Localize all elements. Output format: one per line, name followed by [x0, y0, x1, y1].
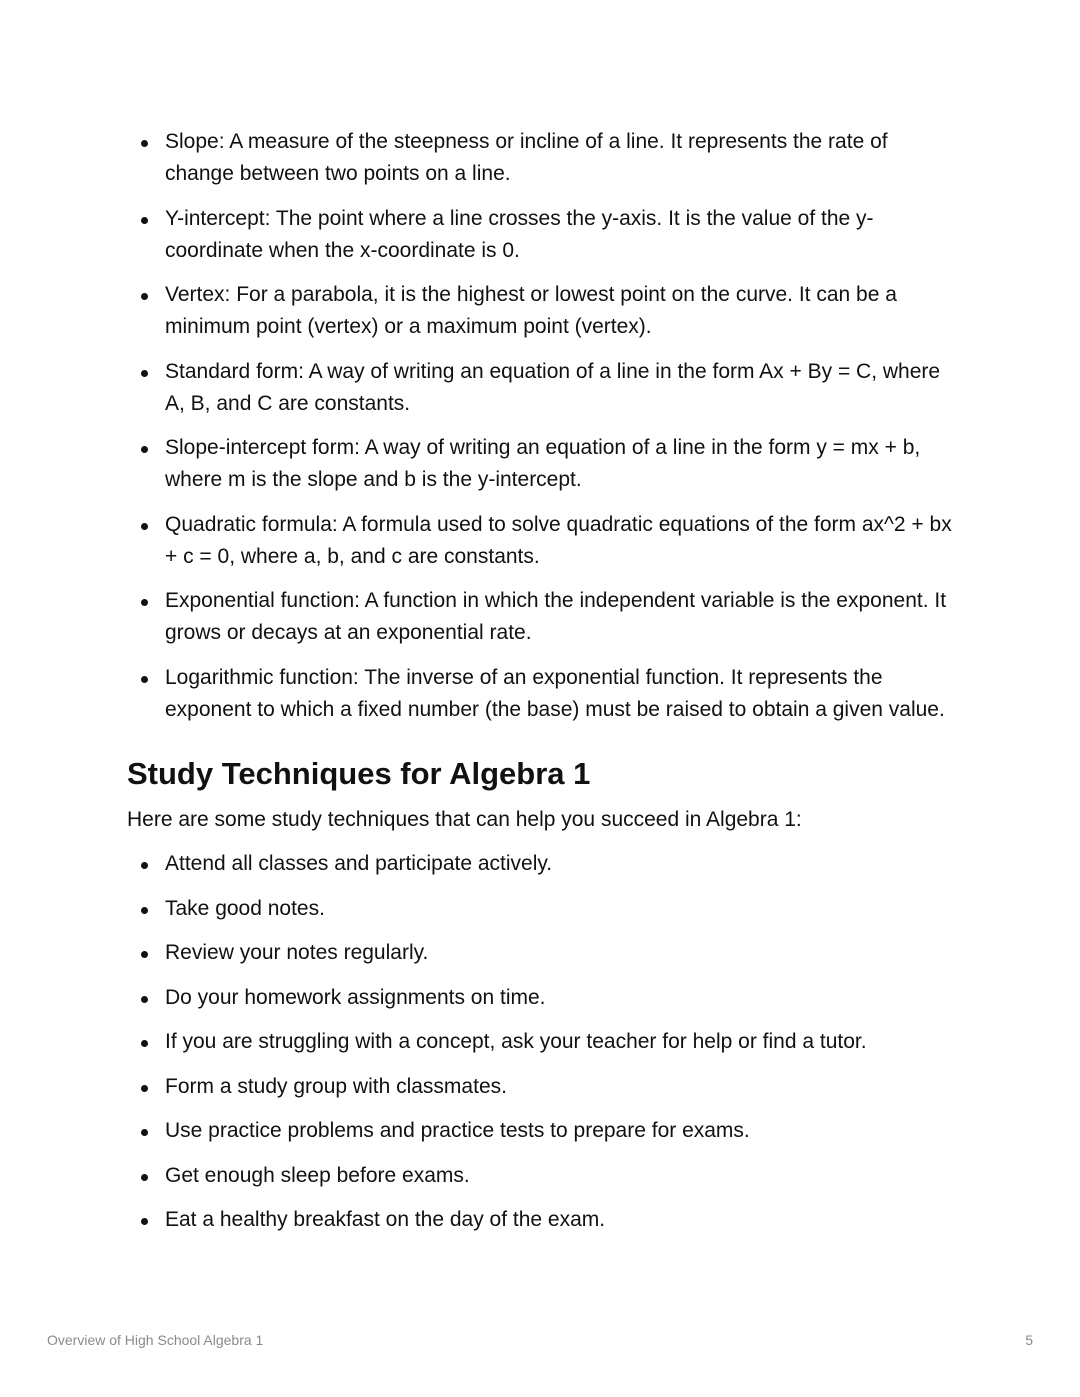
- list-item: Slope: A measure of the steepness or incline of a line. It represents the rate of change between two points on a line.: [127, 126, 962, 190]
- list-item: Vertex: For a parabola, it is the highest or lowest point on the curve. It can be a minimum point (vertex) or a maximum point (vertex).: [127, 279, 962, 343]
- list-item: Standard form: A way of writing an equation of a line in the form Ax + By = C, where A, B, and C are constants.: [127, 356, 962, 420]
- section-heading: Study Techniques for Algebra 1: [127, 756, 591, 791]
- list-item: Slope-intercept form: A way of writing an equation of a line in the form y = mx + b, where m is the slope and b is the y-intercept.: [127, 432, 962, 496]
- list-item: Eat a healthy breakfast on the day of the exam.: [127, 1204, 962, 1236]
- list-item: Do your homework assignments on time.: [127, 982, 962, 1014]
- algebra-terms-list: [127, 126, 962, 738]
- list-item: Attend all classes and participate actively.: [127, 848, 962, 880]
- list-item: Quadratic formula: A formula used to solve quadratic equations of the form ax^2 + bx + c = 0, where a, b, and c are constants.: [127, 509, 962, 573]
- list-item: Y-intercept: The point where a line crosses the y-axis. It is the value of the y-coordinate when the x-coordinate is 0.: [127, 203, 962, 267]
- list-item: Use practice problems and practice tests to prepare for exams.: [127, 1115, 962, 1147]
- list-item: Form a study group with classmates.: [127, 1071, 962, 1103]
- list-item: Logarithmic function: The inverse of an exponential function. It represents the exponent to which a fixed number (the base) must be raised to obtain a given value.: [127, 662, 962, 726]
- footer-document-title: Overview of High School Algebra 1: [47, 1332, 264, 1348]
- list-item: Get enough sleep before exams.: [127, 1160, 962, 1192]
- list-item: If you are struggling with a concept, ask your teacher for help or find a tutor.: [127, 1026, 962, 1058]
- study-techniques-list: [127, 848, 962, 1249]
- footer-page-number: 5: [1025, 1332, 1033, 1348]
- list-item: Review your notes regularly.: [127, 937, 962, 969]
- list-item: Exponential function: A function in which the independent variable is the exponent. It grows or decays at an exponential rate.: [127, 585, 962, 649]
- list-item: Take good notes.: [127, 893, 962, 925]
- section-intro: Here are some study techniques that can help you succeed in Algebra 1:: [127, 808, 802, 831]
